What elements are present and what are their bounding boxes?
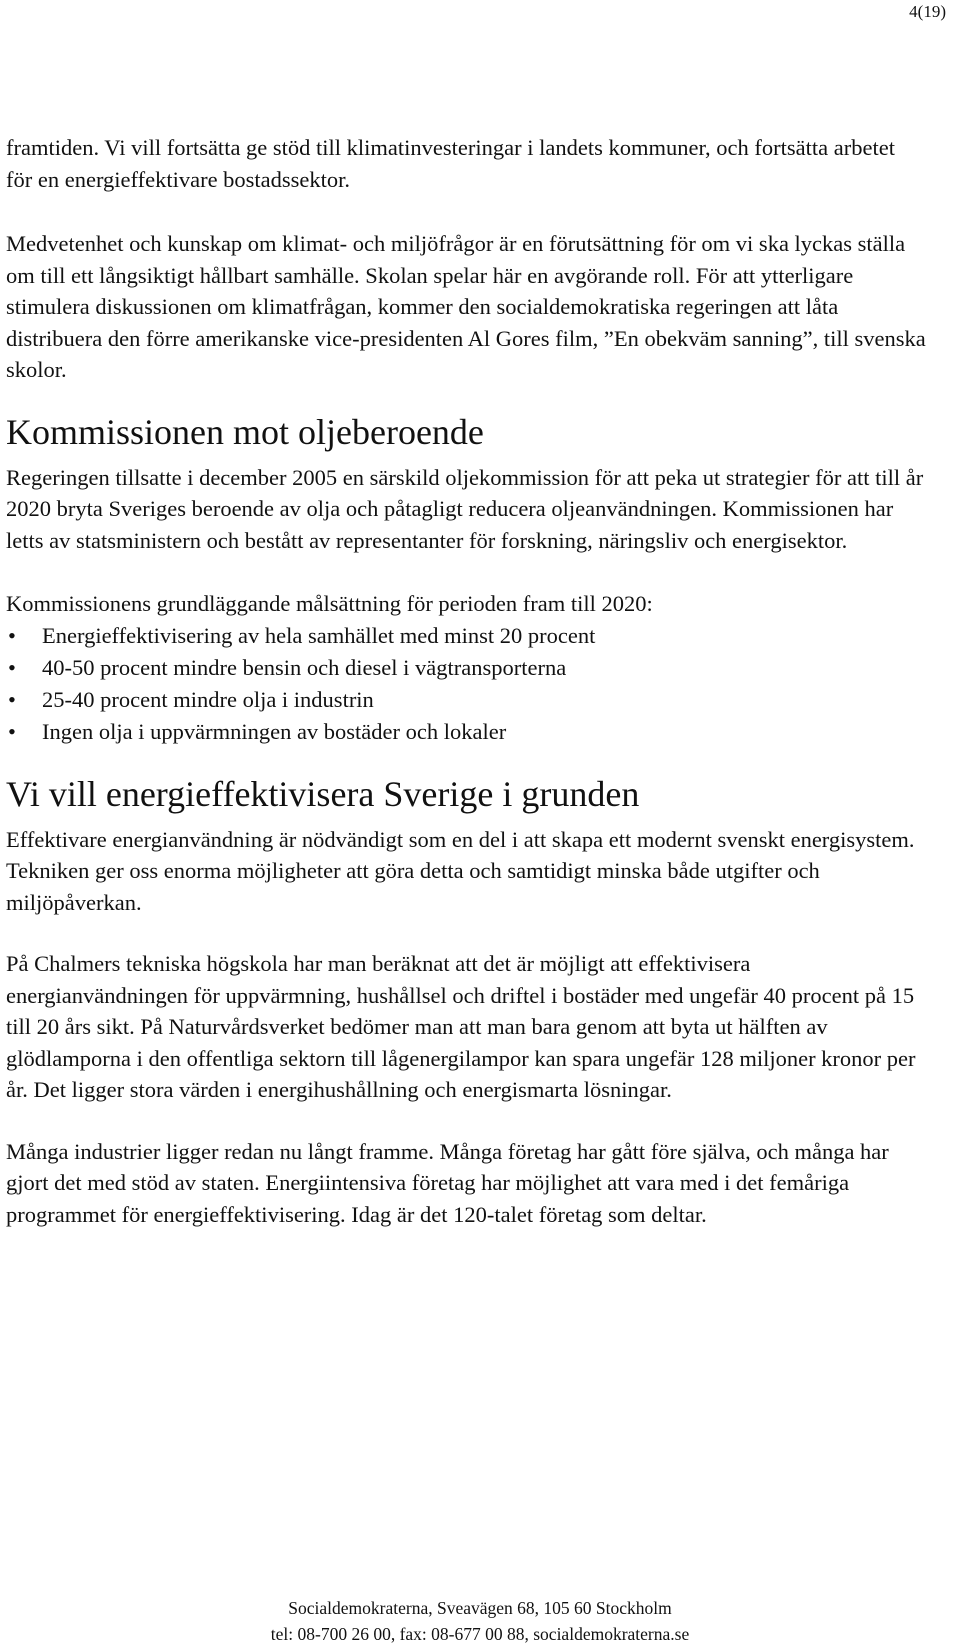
- paragraph-oil-commission: Regeringen tillsatte i december 2005 en särskild oljekommission för att peka ut strategier för att till år 2020 bryta Sveriges beroende av olja och påtagligt reducera oljeanvändningen. Kommissionen har letts av statsministern och bestått av representanter för forskning, näringsliv och energisektor.: [6, 464, 924, 553]
- bullet-icon: •: [8, 622, 16, 648]
- paragraph-climate-investments: framtiden. Vi vill fortsätta ge stöd till klimatinvesteringar i landets kommuner, och fortsätta arbetet för en energieffektivare bostadssektor.: [6, 135, 895, 192]
- list-item: [6, 684, 926, 716]
- list-item: [6, 716, 926, 748]
- goals-intro: Kommissionens grundläggande målsättning för perioden fram till 2020:: [6, 591, 653, 616]
- goals-list: [6, 620, 926, 748]
- page-number: 4(19): [909, 2, 946, 21]
- list-item-text: Ingen olja i uppvärmningen av bostäder och lokaler: [42, 718, 507, 744]
- list-item-text: 25-40 procent mindre olja i industrin: [42, 686, 374, 712]
- paragraph-schools: Medvetenhet och kunskap om klimat- och miljöfrågor är en förutsättning för om vi ska lyckas ställa om till ett långsiktigt hållbart samhälle. Skolan spelar här en avgörande roll. För att ytterligare stimulera diskussionen om klimatfrågan, kommer den socialdemokratiska regeringen att låta distribuera den förre amerikanske vice-presidenten Al Gores film, ”En obekväm sanning”, till svenska skolor.: [6, 231, 926, 382]
- footer-contact: tel: 08-700 26 00, fax: 08-677 00 88, socialdemokraterna.se: [270, 1624, 690, 1644]
- list-item: [6, 620, 926, 652]
- paragraph-efficiency-intro: Effektivare energianvändning är nödvändigt som en del i att skapa ett modernt svenskt energisystem. Tekniken ger oss enorma möjligheter att göra detta och samtidigt minska både utgifter och miljöpåverkan.: [6, 826, 915, 915]
- document-body: [6, 132, 926, 1230]
- list-item-text: Energieffektivisering av hela samhället med minst 20 procent: [42, 622, 596, 648]
- paragraph-chalmers: På Chalmers tekniska högskola har man beräknat att det är möjligt att effektivisera energianvändningen för uppvärmning, hushållsel och driftel i bostäder med ungefär 40 procent på 15 till 20 års sikt. På Naturvårdsverket bedömer man att man bara genom att byta ut hälften av glödlamporna i den offentliga sektorn till lågenergilampor kan spara ungefär 128 miljoner kronor per år. Det ligger stora värden i energihushållning och energismarta lösningar.: [6, 951, 916, 1102]
- list-item: [6, 652, 926, 684]
- bullet-icon: •: [8, 686, 16, 712]
- footer-address: Socialdemokraterna, Sveavägen 68, 105 60 Stockholm: [288, 1598, 672, 1618]
- bullet-icon: •: [8, 718, 16, 744]
- heading-oil-commission: Kommissionen mot oljeberoende: [6, 411, 484, 452]
- list-item-text: 40-50 procent mindre bensin och diesel i vägtransporterna: [42, 654, 567, 680]
- heading-energy-efficiency: Vi vill energieffektivisera Sverige i grunden: [6, 773, 640, 814]
- paragraph-industries: Många industrier ligger redan nu långt framme. Många företag har gått före själva, och många har gjort det med stöd av staten. Energiintensiva företag har möjlighet att vara med i det femåriga programmet för energieffektivisering. Idag är det 120-talet företag som deltar.: [6, 1138, 889, 1227]
- bullet-icon: •: [8, 654, 16, 680]
